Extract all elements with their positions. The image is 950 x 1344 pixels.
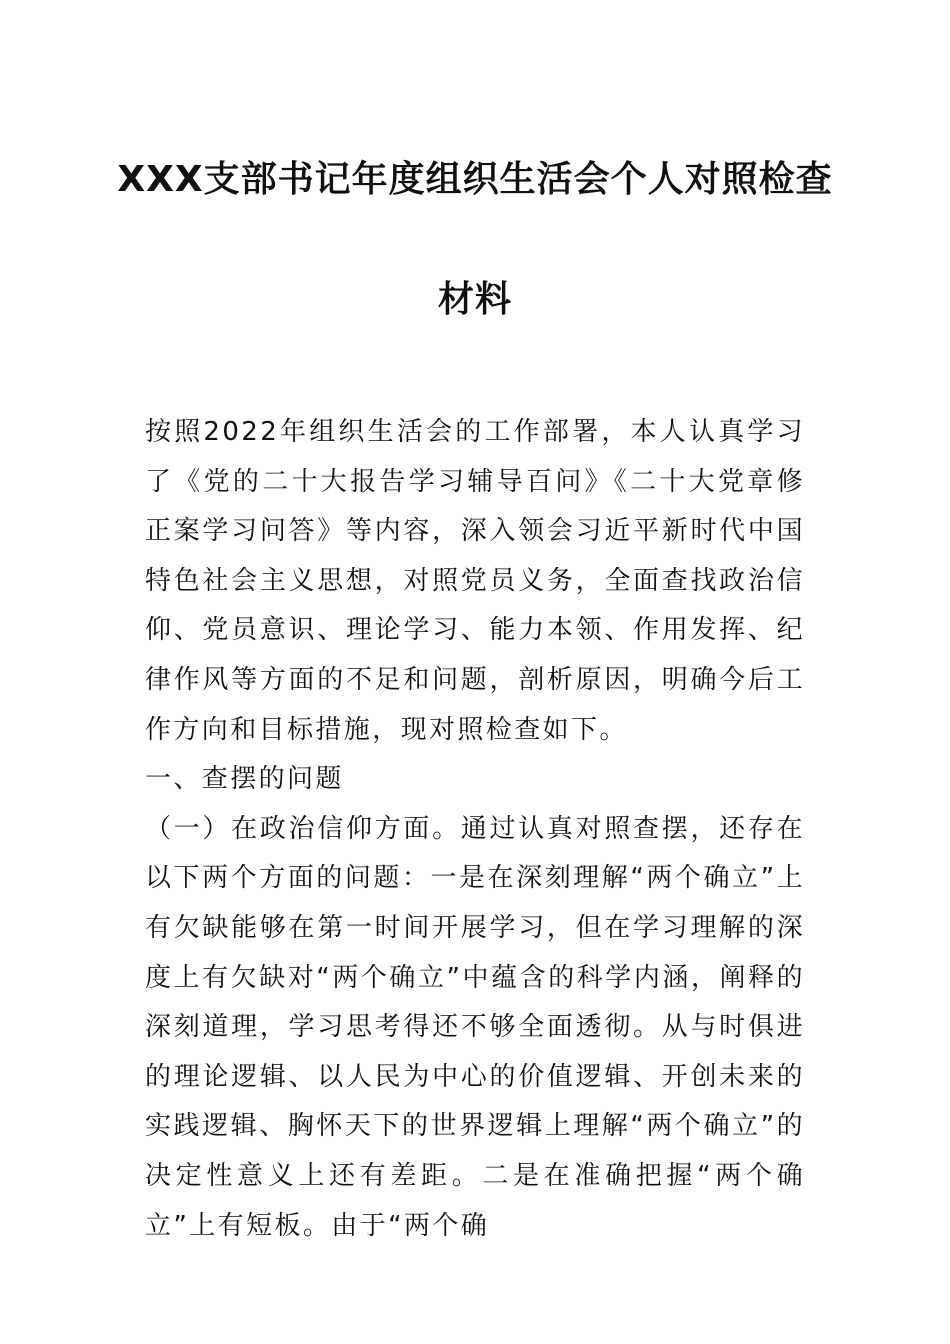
document-title-line-1: XXX支部书记年度组织生活会个人对照检查: [117, 159, 833, 200]
document-body: [145, 408, 805, 1251]
document-title-line-2: 材料: [437, 279, 512, 320]
section-heading: 一、查摆的问题: [145, 764, 344, 795]
intro-paragraph: 按照2022年组织生活会的工作部署，本人认真学习了《党的二十大报告学习辅导百问》《二十大党章修正案学习问答》等内容，深入领会习近平新时代中国特色社会主义思想，对照党员义务，全面查找政治信仰、党员意识、理论学习、能力本领、作用发挥、纪律作风等方面的不足和问题，剖析原因，明确今后工作方向和目标措施，现对照检查如下。: [145, 417, 805, 745]
subsection-paragraph: （一）在政治信仰方面。通过认真对照查摆，还存在以下两个方面的问题：一是在深刻理解“两个确立”上有欠缺能够在第一时间开展学习，但在学习理解的深度上有欠缺对“两个确立”中蕴含的科学内涵，阐释的深刻道理，学习思考得还不够全面透彻。从与时俱进的理论逻辑、以人民为中心的价值逻辑、开创未来的实践逻辑、胸怀天下的世界逻辑上理解“两个确立”的决定性意义上还有差距。二是在准确把握“两个确立”上有短板。由于“两个确: [145, 813, 805, 1241]
